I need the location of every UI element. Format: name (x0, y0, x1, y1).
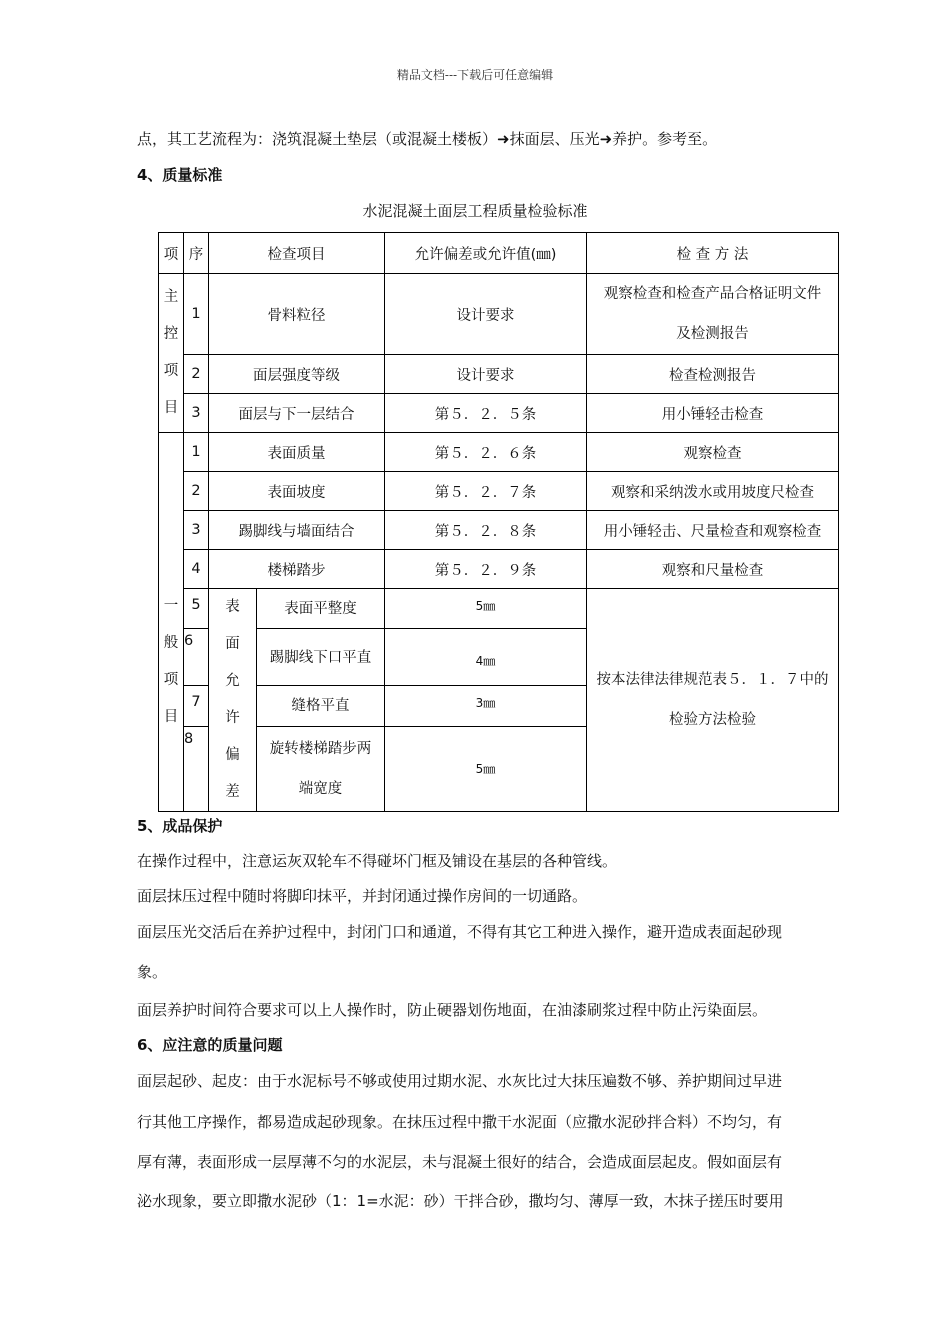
s5-paragraph: 在操作过程中，注意运灰双轮车不得碰坏门框及铺设在基层的各种管线。 (137, 852, 618, 870)
row-no: 4 (184, 550, 209, 589)
row-no: 2 (184, 472, 209, 511)
row-method: 用小锤轻击、尺量检查和观察检查 (587, 511, 839, 550)
row-method: 用小锤轻击检查 (587, 394, 839, 433)
group-general-char: 一 (163, 598, 179, 614)
section-4-heading: 4、质量标准 (137, 166, 223, 184)
tolerance-char: 面 (225, 636, 240, 652)
row-no: 8 (184, 726, 209, 811)
header-allow: 允许偏差或允许值(㎜) (385, 233, 587, 274)
row-allow: 设计要求 (385, 355, 587, 394)
row-method: 观察和尺量检查 (587, 550, 839, 589)
header-item: 检查项目 (209, 233, 385, 274)
header-method: 检 查 方 法 (587, 233, 839, 274)
row-method (587, 274, 839, 355)
row-no: 6 (184, 628, 209, 686)
s5-paragraph: 面层养护时间符合要求可以上人操作时，防止硬器划伤地面，在油漆刷浆过程中防止污染面层。 (137, 1001, 768, 1019)
row-method: 观察检查 (587, 433, 839, 472)
row-item: 面层强度等级 (209, 355, 385, 394)
row-item: 楼梯踏步 (209, 550, 385, 589)
row-item: 踢脚线与墙面结合 (209, 511, 385, 550)
table-row (159, 355, 839, 394)
group-main-char: 项 (163, 363, 179, 379)
row-no: 1 (184, 433, 209, 472)
section-6-heading: 6、应注意的质量问题 (137, 1036, 283, 1054)
table-row (159, 274, 839, 355)
s5-paragraph: 象。 (137, 963, 168, 981)
table-row (159, 472, 839, 511)
row-method: 检查检测报告 (587, 355, 839, 394)
intro-line: 点，其工艺流程为：浇筑混凝土垫层（或混凝土楼板）➜抹面层、压光➜养护。参考至。 (137, 130, 718, 148)
header-xiang: 项 (159, 233, 184, 274)
tolerance-char: 允 (225, 673, 240, 689)
row-item: 表面坡度 (209, 472, 385, 511)
row-allow: 第５．２．７条 (385, 472, 587, 511)
group-general-char: 目 (163, 709, 179, 725)
row-method-line: 观察检查和检查产品合格证明文件 (603, 286, 822, 302)
tolerance-char: 差 (225, 784, 240, 800)
row-method-line: 及检测报告 (676, 326, 749, 342)
tolerance-method-line: 按本法律法律规范表５．１．７中的 (596, 672, 829, 688)
tolerance-method (587, 589, 839, 812)
s6-line: 面层起砂、起皮：由于水泥标号不够或使用过期水泥、水灰比过大抹压遍数不够、养护期间过早进 (137, 1072, 783, 1090)
row-item-line: 端宽度 (298, 780, 343, 797)
group-main-char: 主 (163, 289, 179, 305)
table-row (159, 394, 839, 433)
row-no: 7 (184, 686, 209, 727)
row-item: 表面质量 (209, 433, 385, 472)
s6-line: 泌水现象，要立即撒水泥砂（1：1=水泥：砂）干拌合砂，撒均匀、薄厚一致，木抹子搓压时要用 (137, 1192, 784, 1210)
row-no: 3 (184, 511, 209, 550)
tolerance-method-line: 检验方法检验 (669, 712, 756, 728)
header-xu: 序 (184, 233, 209, 274)
row-method: 观察和采纳泼水或用坡度尺检查 (587, 472, 839, 511)
table-row (159, 550, 839, 589)
row-allow: 设计要求 (385, 274, 587, 355)
row-allow: 第５．２．６条 (385, 433, 587, 472)
row-allow: 第５．２．８条 (385, 511, 587, 550)
row-item: 面层与下一层结合 (209, 394, 385, 433)
row-no: 3 (184, 394, 209, 433)
group-general-char: 般 (163, 635, 179, 651)
group-general-char: 项 (163, 672, 179, 688)
table-row (159, 433, 839, 472)
row-allow: 3㎜ (385, 686, 587, 727)
page-header: 精品文档---下载后可任意编辑 (396, 68, 554, 82)
row-item: 表面平整度 (257, 589, 385, 629)
group-general-label (159, 433, 184, 812)
row-allow: 4㎜ (385, 628, 587, 686)
row-allow: 5㎜ (385, 589, 587, 629)
row-allow: 第５．２．９条 (385, 550, 587, 589)
s6-line: 厚有薄，表面形成一层厚薄不匀的水泥层，未与混凝土很好的结合，会造成面层起皮。假如面层有 (137, 1153, 783, 1171)
group-main-label (159, 274, 184, 433)
table-row (159, 511, 839, 550)
row-item: 缝格平直 (257, 686, 385, 727)
tolerance-label (209, 589, 257, 812)
row-no: 2 (184, 355, 209, 394)
section-5-heading: 5、成品保护 (137, 817, 223, 835)
quality-standard-table (158, 232, 839, 812)
group-main-char: 目 (163, 400, 179, 416)
tolerance-char: 偏 (225, 747, 240, 763)
row-allow: 5㎜ (385, 726, 587, 811)
s6-line: 行其他工序操作，都易造成起砂现象。在抹压过程中撒干水泥面（应撒水泥砂拌合料）不均匀，有 (137, 1113, 783, 1131)
row-item-line: 旋转楼梯踏步两 (269, 740, 372, 757)
table-header-row (159, 233, 839, 274)
row-no: 5 (184, 589, 209, 629)
group-main-char: 控 (163, 326, 179, 342)
row-allow: 第５．２．５条 (385, 394, 587, 433)
s5-paragraph: 面层压光交活后在养护过程中，封闭门口和通道，不得有其它工种进入操作，避开造成表面起砂现 (137, 923, 783, 941)
table-row (159, 589, 839, 629)
row-item: 骨料粒径 (209, 274, 385, 355)
row-item (257, 726, 385, 811)
row-item: 踢脚线下口平直 (257, 628, 385, 686)
row-no: 1 (184, 274, 209, 355)
tolerance-char: 许 (225, 710, 240, 726)
table-caption: 水泥混凝土面层工程质量检验标准 (362, 202, 588, 220)
tolerance-char: 表 (225, 599, 240, 615)
s5-paragraph: 面层抹压过程中随时将脚印抹平，并封闭通过操作房间的一切通路。 (137, 887, 588, 905)
